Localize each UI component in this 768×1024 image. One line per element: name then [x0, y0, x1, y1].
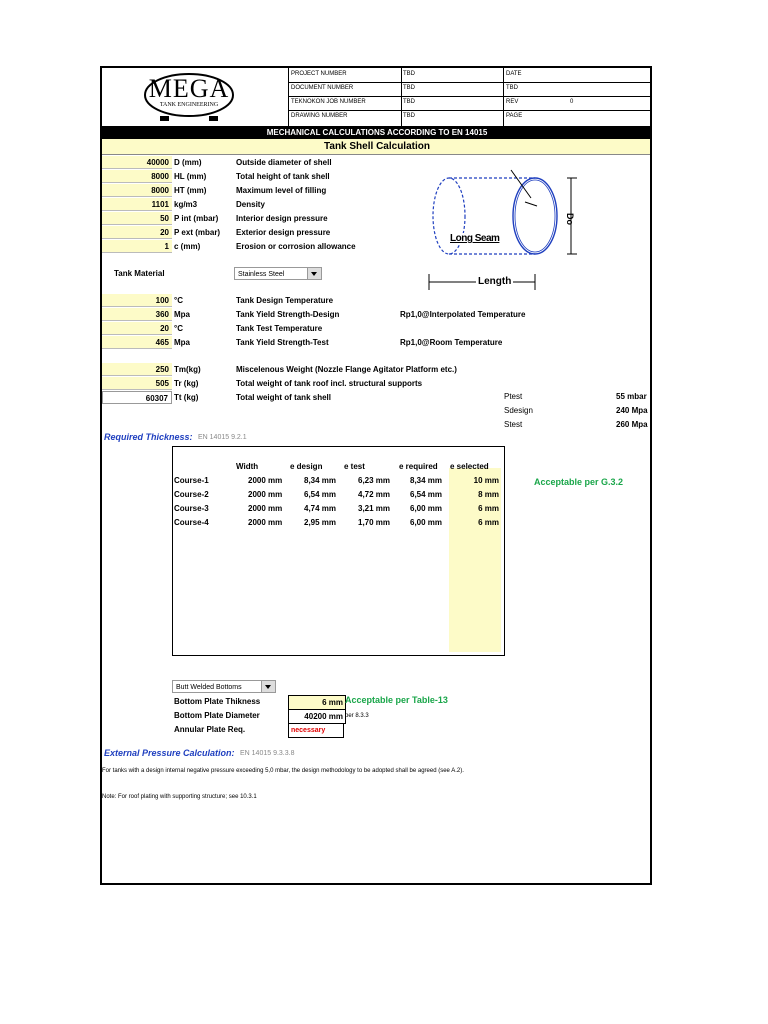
weight-row — [102, 391, 552, 404]
course-e-design: 6,54 mm — [304, 490, 337, 499]
bottom-thickness-ok: Acceptable per Table-13 — [345, 695, 448, 705]
header-right-label: PAGE — [506, 113, 523, 119]
material-select[interactable] — [234, 267, 322, 280]
required-title: Required Thickness: — [104, 432, 193, 442]
input-symbol: kg/m3 — [174, 200, 198, 209]
temp-value[interactable]: 360 — [102, 308, 172, 321]
temp-note: Rp1,0@Room Temperature — [400, 338, 503, 347]
material-label: Tank Material — [114, 269, 165, 278]
course-e-selected[interactable]: 6 mm — [478, 504, 499, 513]
annular-label: Annular Plate Req. — [174, 725, 246, 734]
course-width: 2000 mm — [248, 518, 283, 527]
course-width: 2000 mm — [248, 490, 283, 499]
temp-note: Rp1,0@Interpolated Temperature — [400, 310, 526, 319]
course-e-test: 3,21 mm — [358, 504, 391, 513]
course-e-test: 1,70 mm — [358, 518, 391, 527]
header-value: TBD — [403, 85, 415, 91]
input-value[interactable]: 40000 — [102, 156, 172, 169]
input-value[interactable]: 8000 — [102, 170, 172, 183]
input-desc: Density — [236, 200, 265, 209]
course-e-design: 8,34 mm — [304, 476, 337, 485]
col-header-width: Width — [236, 462, 259, 471]
external-note: Note: For roof plating with supporting structure; see 10.3.1 — [102, 794, 257, 800]
weight-symbol: Tt (kg) — [174, 393, 199, 402]
header-label: PROJECT NUMBER — [291, 71, 347, 77]
input-desc: Total height of tank shell — [236, 172, 330, 181]
weight-desc: Total weight of tank roof incl. structural supports — [236, 379, 423, 388]
long-seam-label: Long Seam — [450, 233, 500, 244]
weight-value[interactable]: 250 — [102, 363, 172, 376]
bottom-diameter-value: 40200 mm — [288, 709, 346, 724]
bottom-type-select[interactable] — [172, 680, 276, 693]
temp-row — [102, 308, 552, 321]
diameter-label: Do — [565, 213, 575, 225]
course-name: Course-3 — [174, 504, 209, 513]
logo-area — [102, 68, 288, 126]
header-right-label: DATE — [506, 71, 522, 77]
temp-desc: Tank Design Temperature — [236, 296, 334, 305]
weight-desc: Miscelenous Weight (Nozzle Flange Agitator Platform etc.) — [236, 365, 457, 374]
header-label: DOCUMENT NUMBER — [291, 85, 354, 91]
header-row — [288, 96, 652, 111]
annular-value: necessary — [288, 723, 344, 738]
input-symbol: P int (mbar) — [174, 214, 219, 223]
input-symbol: c (mm) — [174, 242, 201, 251]
diameter-pointer — [511, 170, 531, 198]
course-e-test: 4,72 mm — [358, 490, 391, 499]
tank-end-ellipse — [513, 178, 557, 254]
course-e-selected[interactable]: 10 mm — [473, 476, 499, 485]
header-label: DRAWING NUMBER — [291, 113, 348, 119]
chevron-down-icon[interactable] — [261, 681, 275, 692]
course-e-test: 6,23 mm — [358, 476, 391, 485]
acceptable-g-label: Acceptable per G.3.2 — [534, 477, 624, 487]
temp-row — [102, 322, 552, 335]
tank-diagram — [427, 162, 587, 292]
col-header-e-required: e required — [399, 462, 438, 471]
input-value[interactable]: 8000 — [102, 184, 172, 197]
stress-label: Stest — [504, 420, 523, 429]
header-row — [288, 82, 652, 97]
input-desc: Maximum level of filling — [236, 186, 327, 195]
weight-symbol: Tr (kg) — [174, 379, 199, 388]
required-ref: EN 14015 9.2.1 — [198, 434, 247, 441]
header-row — [288, 110, 652, 126]
temp-row — [102, 294, 552, 307]
length-label: Length — [478, 276, 512, 287]
logo-sub: TANK ENGINEERING — [159, 102, 219, 108]
stress-value: 240 Mpa — [616, 406, 648, 415]
course-e-required: 6,00 mm — [410, 518, 443, 527]
input-symbol: P ext (mbar) — [174, 228, 221, 237]
external-text: For tanks with a design internal negative pressure exceeding 5,0 mbar, the design methodology to be adopted shall be agreed (see A.2). — [102, 768, 464, 774]
course-name: Course-4 — [174, 518, 209, 527]
section-title: Tank Shell Calculation — [102, 139, 652, 155]
weight-desc: Total weight of tank shell — [236, 393, 331, 402]
weight-row — [102, 363, 552, 376]
course-name: Course-1 — [174, 476, 209, 485]
header-right-value: 0 — [570, 99, 574, 105]
stress-label: Sdesign — [504, 406, 533, 415]
banner-title: MECHANICAL CALCULATIONS ACCORDING TO EN 14015 — [102, 126, 652, 139]
temp-symbol: Mpa — [174, 338, 190, 347]
external-title: External Pressure Calculation: — [104, 748, 235, 758]
input-desc: Outside diameter of shell — [236, 158, 332, 167]
temp-desc: Tank Yield Strength-Test — [236, 338, 329, 347]
header-value: TBD — [403, 113, 415, 119]
col-header-e-selected: e selected — [450, 462, 489, 471]
input-symbol: HL (mm) — [174, 172, 207, 181]
course-e-required: 6,00 mm — [410, 504, 443, 513]
col-header-e-design: e design — [290, 462, 323, 471]
temp-value[interactable]: 100 — [102, 294, 172, 307]
course-e-design: 2,95 mm — [304, 518, 337, 527]
header-value: TBD — [403, 99, 415, 105]
stress-value: 260 Mpa — [616, 420, 648, 429]
bottom-diameter-ref: per 8.3.3 — [345, 713, 369, 719]
temp-symbol: °C — [174, 296, 183, 305]
input-value[interactable]: 20 — [102, 226, 172, 239]
stress-label: Ptest — [504, 392, 523, 401]
course-e-selected[interactable]: 8 mm — [478, 490, 499, 499]
weight-row — [102, 377, 552, 390]
stress-value: 55 mbar — [616, 392, 647, 401]
input-value[interactable]: 50 — [102, 212, 172, 225]
input-symbol: HT (mm) — [174, 186, 207, 195]
bottom-diameter-label: Bottom Plate Diameter — [174, 711, 260, 720]
course-width: 2000 mm — [248, 504, 283, 513]
weight-value: 60307 — [102, 391, 172, 404]
course-e-design: 4,74 mm — [304, 504, 337, 513]
course-name: Course-2 — [174, 490, 209, 499]
calculation-sheet — [100, 66, 652, 885]
logo-name: MEGA — [148, 74, 230, 103]
header-row — [288, 68, 652, 83]
temp-value[interactable]: 20 — [102, 322, 172, 335]
input-desc: Exterior design pressure — [236, 228, 331, 237]
input-desc: Erosion or corrosion allowance — [236, 242, 356, 251]
temp-symbol: °C — [174, 324, 183, 333]
col-header-e-test: e test — [344, 462, 365, 471]
material-value: Stainless Steel — [238, 271, 285, 278]
input-desc: Interior design pressure — [236, 214, 328, 223]
course-e-required: 8,34 mm — [410, 476, 443, 485]
header-value: TBD — [403, 71, 415, 77]
course-width: 2000 mm — [248, 476, 283, 485]
course-e-selected[interactable]: 6 mm — [478, 518, 499, 527]
header-label: TEKNOKON JOB NUMBER — [291, 99, 366, 105]
temp-symbol: Mpa — [174, 310, 190, 319]
temp-desc: Tank Test Temperature — [236, 324, 323, 333]
course-e-required: 6,54 mm — [410, 490, 443, 499]
header-right-label: REV — [506, 99, 519, 105]
external-ref: EN 14015 9.3.3.8 — [240, 750, 295, 757]
weight-symbol: Tm(kg) — [174, 365, 201, 374]
input-value[interactable]: 1101 — [102, 198, 172, 211]
temp-value[interactable]: 465 — [102, 336, 172, 349]
bottom-thickness-label: Bottom Plate Thikness — [174, 697, 261, 706]
bottom-type-value: Butt Welded Bottoms — [176, 684, 242, 691]
header-right-label: TBD — [506, 85, 518, 91]
input-value[interactable]: 1 — [102, 240, 172, 253]
temp-row — [102, 336, 552, 349]
input-symbol: D (mm) — [174, 158, 202, 167]
weight-value[interactable]: 505 — [102, 377, 172, 390]
bottom-thickness-value[interactable]: 6 mm — [288, 695, 346, 710]
temp-desc: Tank Yield Strength-Design — [236, 310, 340, 319]
chevron-down-icon[interactable] — [307, 268, 321, 279]
